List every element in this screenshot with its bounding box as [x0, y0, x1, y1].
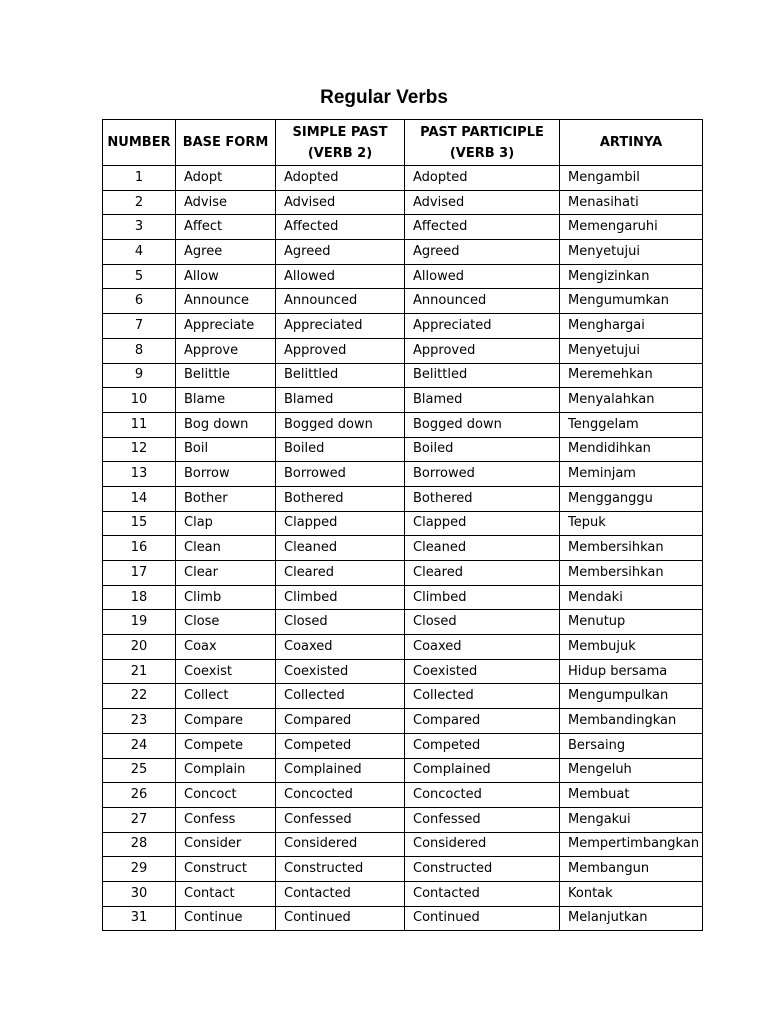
cell-artinya: Hidup bersama — [560, 659, 703, 684]
cell-base-form: Concoct — [176, 783, 276, 808]
cell-base-form: Complain — [176, 758, 276, 783]
table-row — [103, 881, 703, 906]
cell-simple-past: Appreciated — [276, 314, 405, 339]
cell-number: 15 — [103, 511, 176, 536]
cell-simple-past: Contacted — [276, 881, 405, 906]
table-row — [103, 857, 703, 882]
cell-base-form: Announce — [176, 289, 276, 314]
cell-base-form: Clap — [176, 511, 276, 536]
cell-simple-past: Coexisted — [276, 659, 405, 684]
cell-number: 19 — [103, 610, 176, 635]
cell-base-form: Contact — [176, 881, 276, 906]
table-row — [103, 412, 703, 437]
table-row — [103, 486, 703, 511]
table-row — [103, 338, 703, 363]
cell-number: 6 — [103, 289, 176, 314]
cell-number: 8 — [103, 338, 176, 363]
cell-base-form: Construct — [176, 857, 276, 882]
cell-number: 17 — [103, 561, 176, 586]
cell-artinya: Kontak — [560, 881, 703, 906]
cell-base-form: Appreciate — [176, 314, 276, 339]
cell-simple-past: Belittled — [276, 363, 405, 388]
cell-number: 9 — [103, 363, 176, 388]
cell-artinya: Mendidihkan — [560, 437, 703, 462]
cell-number: 1 — [103, 166, 176, 191]
cell-artinya: Meremehkan — [560, 363, 703, 388]
table-row — [103, 215, 703, 240]
table-row — [103, 289, 703, 314]
cell-past-participle: Approved — [405, 338, 560, 363]
cell-past-participle: Contacted — [405, 881, 560, 906]
cell-base-form: Boil — [176, 437, 276, 462]
cell-base-form: Allow — [176, 264, 276, 289]
cell-number: 22 — [103, 684, 176, 709]
table-row — [103, 733, 703, 758]
header-past-participle-line1: PAST PARTICIPLE — [420, 124, 544, 140]
cell-simple-past: Constructed — [276, 857, 405, 882]
cell-past-participle: Climbed — [405, 585, 560, 610]
cell-artinya: Menutup — [560, 610, 703, 635]
table-row — [103, 437, 703, 462]
cell-artinya: Tepuk — [560, 511, 703, 536]
cell-simple-past: Blamed — [276, 388, 405, 413]
cell-base-form: Blame — [176, 388, 276, 413]
cell-artinya: Mengakui — [560, 807, 703, 832]
cell-artinya: Melanjutkan — [560, 906, 703, 931]
header-simple-past — [276, 120, 405, 166]
cell-simple-past: Concocted — [276, 783, 405, 808]
table-row — [103, 314, 703, 339]
cell-base-form: Borrow — [176, 462, 276, 487]
table-row — [103, 684, 703, 709]
cell-simple-past: Coaxed — [276, 635, 405, 660]
cell-artinya: Memengaruhi — [560, 215, 703, 240]
cell-number: 5 — [103, 264, 176, 289]
cell-base-form: Climb — [176, 585, 276, 610]
header-simple-past-line2: (VERB 2) — [307, 145, 373, 161]
page-title: Regular Verbs — [320, 87, 448, 108]
cell-past-participle: Complained — [405, 758, 560, 783]
table-row — [103, 264, 703, 289]
cell-base-form: Close — [176, 610, 276, 635]
cell-simple-past: Continued — [276, 906, 405, 931]
cell-past-participle: Confessed — [405, 807, 560, 832]
table-row — [103, 659, 703, 684]
table-row — [103, 363, 703, 388]
cell-simple-past: Collected — [276, 684, 405, 709]
cell-number: 31 — [103, 906, 176, 931]
cell-artinya: Mengizinkan — [560, 264, 703, 289]
cell-number: 18 — [103, 585, 176, 610]
table-row — [103, 536, 703, 561]
cell-past-participle: Considered — [405, 832, 560, 857]
cell-artinya: Menyetujui — [560, 338, 703, 363]
cell-simple-past: Confessed — [276, 807, 405, 832]
cell-artinya: Mengumpulkan — [560, 684, 703, 709]
cell-simple-past: Compared — [276, 709, 405, 734]
table-row — [103, 240, 703, 265]
cell-number: 30 — [103, 881, 176, 906]
cell-artinya: Membersihkan — [560, 561, 703, 586]
cell-artinya: Mengganggu — [560, 486, 703, 511]
cell-past-participle: Continued — [405, 906, 560, 931]
cell-simple-past: Climbed — [276, 585, 405, 610]
cell-artinya: Membujuk — [560, 635, 703, 660]
cell-artinya: Mempertimbangkan — [560, 832, 703, 857]
cell-past-participle: Borrowed — [405, 462, 560, 487]
table-row — [103, 585, 703, 610]
cell-past-participle: Constructed — [405, 857, 560, 882]
cell-past-participle: Competed — [405, 733, 560, 758]
cell-artinya: Meminjam — [560, 462, 703, 487]
cell-past-participle: Boiled — [405, 437, 560, 462]
cell-number: 7 — [103, 314, 176, 339]
header-past-participle — [405, 120, 560, 166]
cell-artinya: Mendaki — [560, 585, 703, 610]
cell-base-form: Clean — [176, 536, 276, 561]
cell-base-form: Coexist — [176, 659, 276, 684]
cell-number: 26 — [103, 783, 176, 808]
cell-base-form: Collect — [176, 684, 276, 709]
header-number: NUMBER — [103, 120, 176, 166]
cell-past-participle: Belittled — [405, 363, 560, 388]
cell-number: 25 — [103, 758, 176, 783]
cell-simple-past: Complained — [276, 758, 405, 783]
table-row — [103, 462, 703, 487]
cell-artinya: Mengumumkan — [560, 289, 703, 314]
cell-base-form: Bog down — [176, 412, 276, 437]
cell-number: 20 — [103, 635, 176, 660]
cell-past-participle: Agreed — [405, 240, 560, 265]
cell-artinya: Menasihati — [560, 190, 703, 215]
table-body — [103, 166, 703, 931]
cell-simple-past: Allowed — [276, 264, 405, 289]
cell-simple-past: Borrowed — [276, 462, 405, 487]
cell-past-participle: Compared — [405, 709, 560, 734]
cell-simple-past: Approved — [276, 338, 405, 363]
header-base-form: BASE FORM — [176, 120, 276, 166]
cell-simple-past: Announced — [276, 289, 405, 314]
cell-simple-past: Cleaned — [276, 536, 405, 561]
cell-past-participle: Affected — [405, 215, 560, 240]
cell-artinya: Membuat — [560, 783, 703, 808]
cell-base-form: Belittle — [176, 363, 276, 388]
cell-past-participle: Closed — [405, 610, 560, 635]
cell-number: 24 — [103, 733, 176, 758]
cell-simple-past: Cleared — [276, 561, 405, 586]
cell-base-form: Compete — [176, 733, 276, 758]
cell-artinya: Mengambil — [560, 166, 703, 191]
cell-base-form: Confess — [176, 807, 276, 832]
cell-past-participle: Cleaned — [405, 536, 560, 561]
cell-number: 27 — [103, 807, 176, 832]
cell-number: 11 — [103, 412, 176, 437]
cell-base-form: Consider — [176, 832, 276, 857]
cell-simple-past: Considered — [276, 832, 405, 857]
cell-number: 16 — [103, 536, 176, 561]
cell-number: 14 — [103, 486, 176, 511]
cell-base-form: Continue — [176, 906, 276, 931]
cell-past-participle: Allowed — [405, 264, 560, 289]
cell-number: 10 — [103, 388, 176, 413]
cell-past-participle: Clapped — [405, 511, 560, 536]
header-past-participle-line2: (VERB 3) — [449, 145, 515, 161]
table-row — [103, 807, 703, 832]
cell-number: 28 — [103, 832, 176, 857]
cell-simple-past: Clapped — [276, 511, 405, 536]
cell-past-participle: Coaxed — [405, 635, 560, 660]
cell-number: 2 — [103, 190, 176, 215]
cell-past-participle: Cleared — [405, 561, 560, 586]
cell-past-participle: Appreciated — [405, 314, 560, 339]
cell-simple-past: Boiled — [276, 437, 405, 462]
cell-base-form: Agree — [176, 240, 276, 265]
table-row — [103, 709, 703, 734]
cell-base-form: Adopt — [176, 166, 276, 191]
table-row — [103, 783, 703, 808]
cell-past-participle: Advised — [405, 190, 560, 215]
cell-base-form: Advise — [176, 190, 276, 215]
table-row — [103, 166, 703, 191]
cell-past-participle: Blamed — [405, 388, 560, 413]
verbs-table — [102, 119, 703, 931]
table-row — [103, 190, 703, 215]
cell-simple-past: Affected — [276, 215, 405, 240]
cell-base-form: Approve — [176, 338, 276, 363]
cell-past-participle: Collected — [405, 684, 560, 709]
cell-number: 12 — [103, 437, 176, 462]
cell-artinya: Membandingkan — [560, 709, 703, 734]
table-row — [103, 906, 703, 931]
cell-simple-past: Competed — [276, 733, 405, 758]
cell-past-participle: Bothered — [405, 486, 560, 511]
table-row — [103, 832, 703, 857]
cell-number: 13 — [103, 462, 176, 487]
cell-artinya: Bersaing — [560, 733, 703, 758]
cell-artinya: Membersihkan — [560, 536, 703, 561]
table-row — [103, 511, 703, 536]
cell-artinya: Menyetujui — [560, 240, 703, 265]
cell-artinya: Menyalahkan — [560, 388, 703, 413]
cell-artinya: Tenggelam — [560, 412, 703, 437]
cell-base-form: Affect — [176, 215, 276, 240]
table-row — [103, 635, 703, 660]
table-row — [103, 561, 703, 586]
cell-number: 23 — [103, 709, 176, 734]
table-header — [103, 120, 703, 166]
cell-simple-past: Adopted — [276, 166, 405, 191]
cell-number: 29 — [103, 857, 176, 882]
cell-number: 3 — [103, 215, 176, 240]
cell-base-form: Clear — [176, 561, 276, 586]
cell-simple-past: Bothered — [276, 486, 405, 511]
cell-base-form: Bother — [176, 486, 276, 511]
header-row — [103, 120, 703, 166]
cell-past-participle: Announced — [405, 289, 560, 314]
cell-base-form: Coax — [176, 635, 276, 660]
header-artinya: ARTINYA — [560, 120, 703, 166]
cell-past-participle: Concocted — [405, 783, 560, 808]
cell-number: 4 — [103, 240, 176, 265]
cell-artinya: Menghargai — [560, 314, 703, 339]
cell-past-participle: Adopted — [405, 166, 560, 191]
cell-past-participle: Coexisted — [405, 659, 560, 684]
cell-simple-past: Closed — [276, 610, 405, 635]
cell-simple-past: Advised — [276, 190, 405, 215]
table-row — [103, 388, 703, 413]
header-simple-past-line1: SIMPLE PAST — [292, 124, 388, 140]
table-row — [103, 610, 703, 635]
cell-number: 21 — [103, 659, 176, 684]
cell-artinya: Membangun — [560, 857, 703, 882]
cell-simple-past: Bogged down — [276, 412, 405, 437]
table-row — [103, 758, 703, 783]
cell-simple-past: Agreed — [276, 240, 405, 265]
cell-base-form: Compare — [176, 709, 276, 734]
cell-past-participle: Bogged down — [405, 412, 560, 437]
cell-artinya: Mengeluh — [560, 758, 703, 783]
